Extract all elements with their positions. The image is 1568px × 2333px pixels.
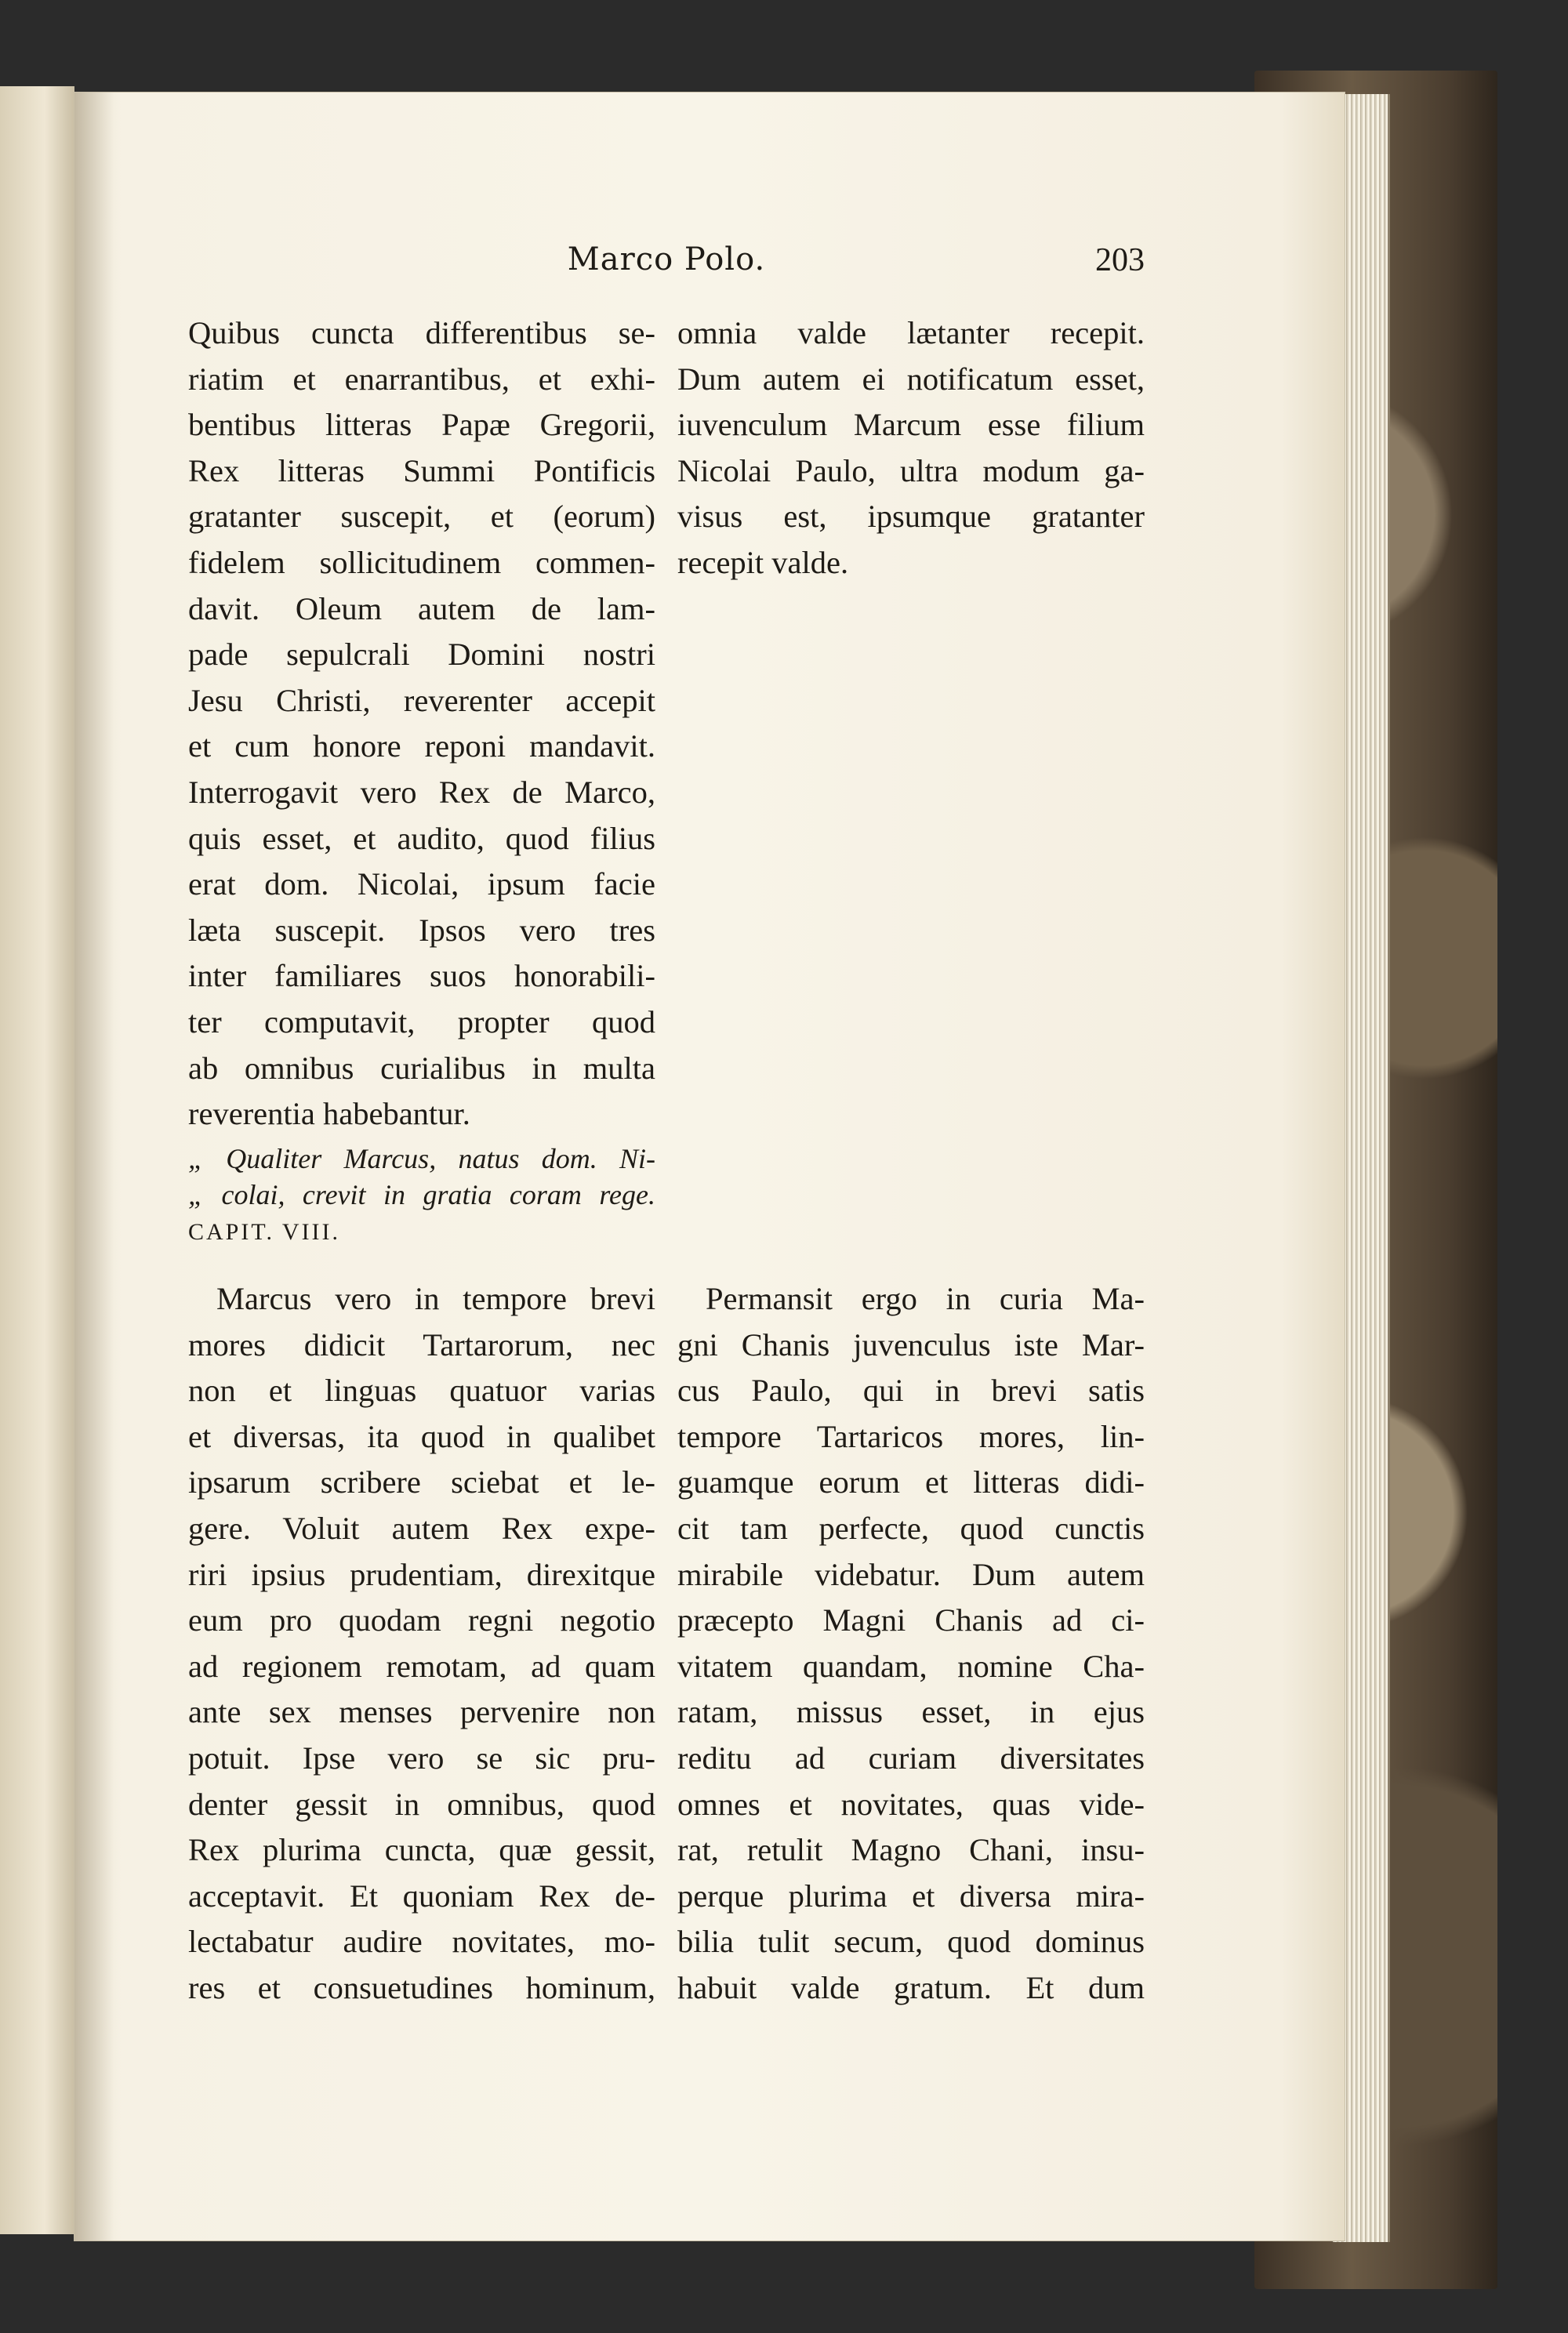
text-line: Rex plurima cuncta, quæ gessit, xyxy=(188,1832,655,1868)
text-line: ter computavit, propter quod xyxy=(188,1003,655,1040)
text-line: mirabile videbatur. Dum autem xyxy=(677,1556,1145,1592)
text-line: non et linguas quatuor varias xyxy=(188,1373,655,1409)
text-line: bentibus litteras Papæ Gregorii, xyxy=(188,407,655,443)
chapter-heading xyxy=(188,1141,655,1252)
text-line: tempore Tartaricos mores, lin- xyxy=(677,1418,1145,1454)
text-line: gere. Voluit autem Rex expe- xyxy=(188,1510,655,1546)
text-line: omnes et novitates, quas vide- xyxy=(677,1786,1145,1822)
text-line: perque plurima et diversa mira- xyxy=(677,1878,1145,1914)
text-line: bilia tulit secum, quod dominus xyxy=(677,1924,1145,1960)
text-line: res et consuetudines hominum, xyxy=(188,1969,655,2005)
text-line: iuvenculum Marcum esse filium xyxy=(677,407,1145,443)
text-line: læta suscepit. Ipsos vero tres xyxy=(188,912,655,948)
text-line: reditu ad curiam diversitates xyxy=(677,1740,1145,1776)
page-number: 203 xyxy=(1095,242,1145,278)
text-line: inter familiares suos honorabili- xyxy=(188,958,655,994)
text-line: cit tam perfecte, quod cunctis xyxy=(677,1510,1145,1546)
text-line: ad regionem remotam, ad quam xyxy=(188,1648,655,1684)
text-line: fidelem sollicitudinem commen- xyxy=(188,544,655,580)
text-line: Marcus vero in tempore brevi xyxy=(216,1281,655,1316)
text-line: Nicolai Paulo, ultra modum ga- xyxy=(677,452,1145,488)
right-column-bottom xyxy=(677,1276,1145,2012)
text-line: ab omnibus curialibus in multa xyxy=(188,1050,655,1086)
page-header xyxy=(188,241,1145,288)
text-line: gni Chanis juvenculus iste Mar- xyxy=(677,1326,1145,1362)
chapter-heading-line: „ colai, crevit in gratia coram rege. xyxy=(188,1179,655,1210)
text-line: guamque eorum et litteras didi- xyxy=(677,1464,1145,1500)
text-line: habuit valde gratum. Et dum xyxy=(677,1969,1145,2005)
text-line: Permansit ergo in curia Ma- xyxy=(706,1281,1145,1316)
text-line: Rex litteras Summi Pontificis xyxy=(188,452,655,488)
text-line: riatim et enarrantibus, et exhi- xyxy=(188,361,655,397)
left-column-top xyxy=(188,310,655,1137)
text-line: vitatem quandam, nomine Cha- xyxy=(677,1648,1145,1684)
text-line: recepit valde. xyxy=(677,544,849,580)
text-line: ipsarum scribere sciebat et le- xyxy=(188,1464,655,1500)
text-line: visus est, ipsumque gratanter xyxy=(677,499,1145,535)
text-line: pade sepulcrali Domini nostri xyxy=(188,637,655,673)
text-line: riri ipsius prudentiam, direxitque xyxy=(188,1556,655,1592)
text-line: lectabatur audire novitates, mo- xyxy=(188,1924,655,1960)
text-line: ante sex menses pervenire non xyxy=(188,1694,655,1730)
text-line: mores didicit Tartarorum, nec xyxy=(188,1326,655,1362)
text-line: eum pro quodam regni negotio xyxy=(188,1602,655,1638)
text-line: quis esset, et audito, quod filius xyxy=(188,820,655,856)
text-line: Quibus cuncta differentibus se- xyxy=(188,315,655,350)
text-line: et cum honore reponi mandavit. xyxy=(188,728,655,764)
right-column-top xyxy=(677,310,1145,586)
text-line: Dum autem ei notificatum esset, xyxy=(677,361,1145,397)
text-line: acceptavit. Et quoniam Rex de- xyxy=(188,1878,655,1914)
text-line: et diversas, ita quod in qualibet xyxy=(188,1418,655,1454)
text-line: cus Paulo, qui in brevi satis xyxy=(677,1373,1145,1409)
text-line: denter gessit in omnibus, quod xyxy=(188,1786,655,1822)
running-title: Marco Polo. xyxy=(567,241,766,278)
text-line: Jesu Christi, reverenter accepit xyxy=(188,682,655,718)
gutter-shadow xyxy=(74,93,114,2240)
text-line: ratam, missus esset, in ejus xyxy=(677,1694,1145,1730)
text-line: erat dom. Nicolai, ipsum facie xyxy=(188,866,655,902)
text-line: Interrogavit vero Rex de Marco, xyxy=(188,774,655,810)
text-line: præcepto Magni Chanis ad ci- xyxy=(677,1602,1145,1638)
facing-page-edge xyxy=(0,86,74,2234)
left-column-bottom xyxy=(188,1276,655,2012)
text-line: reverentia habebantur. xyxy=(188,1096,470,1132)
chapter-label: CAPIT. VIII. xyxy=(188,1219,341,1245)
chapter-heading-line: „ Qualiter Marcus, natus dom. Ni- xyxy=(188,1143,655,1174)
text-line: omnia valde lætanter recepit. xyxy=(677,315,1145,350)
text-line: potuit. Ipse vero se sic pru- xyxy=(188,1740,655,1776)
text-line: rat, retulit Magno Chani, insu- xyxy=(677,1832,1145,1868)
text-line: davit. Oleum autem de lam- xyxy=(188,590,655,626)
text-line: gratanter suscepit, et (eorum) xyxy=(188,499,655,535)
